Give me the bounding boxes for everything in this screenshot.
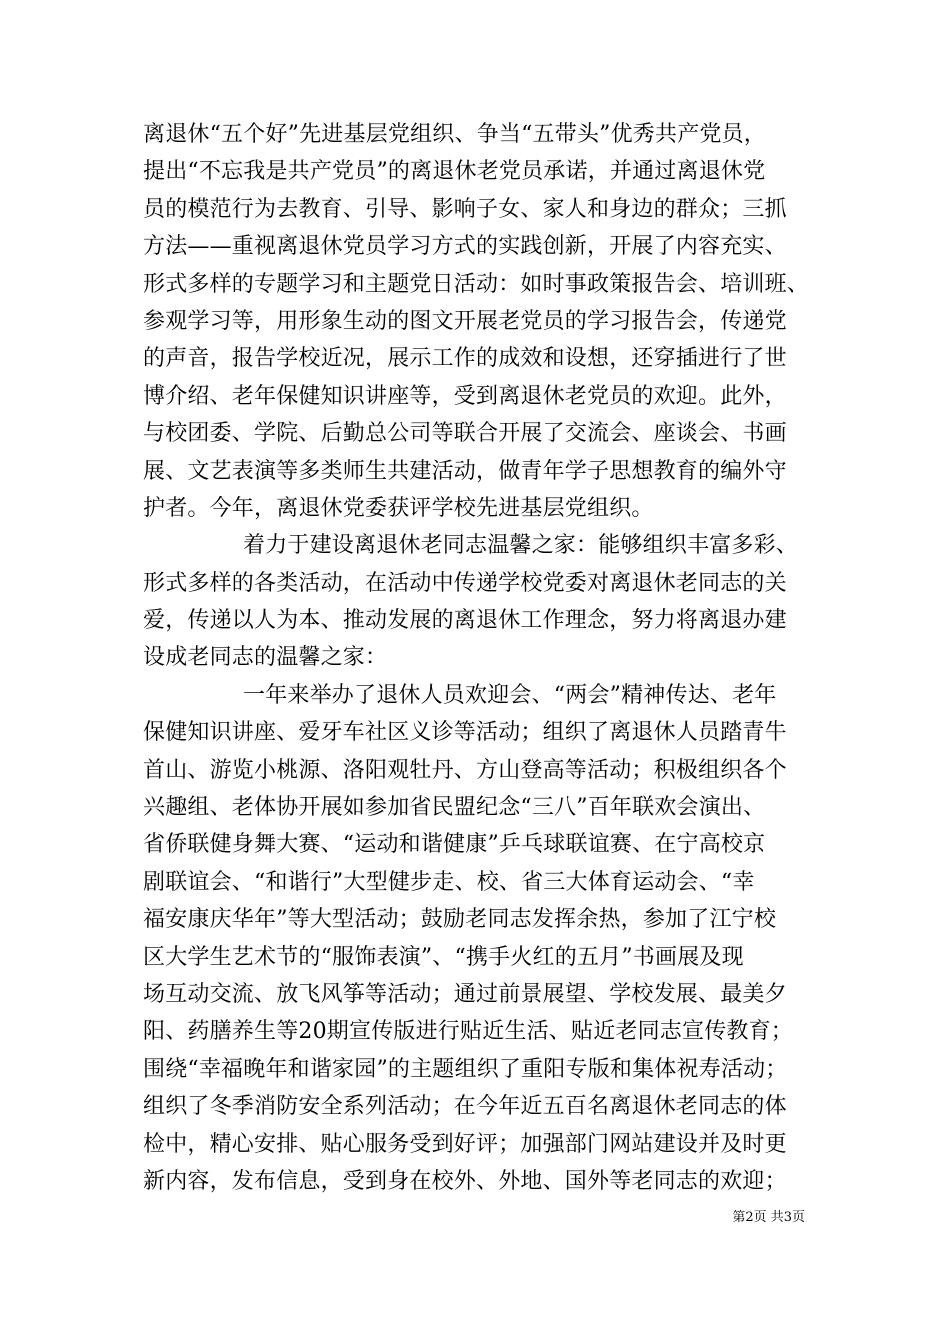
text-line: 保健知识讲座、爱牙车社区义诊等活动；组织了离退休人员踏青牛 bbox=[143, 720, 787, 746]
paragraph-3 bbox=[143, 677, 823, 1200]
text-line: 员的模范行为去教育、引导、影响子女、家人和身边的群众；三抓 bbox=[143, 196, 787, 222]
text-line: 展、文艺表演等多类师生共建活动，做青年学子思想教育的编外守 bbox=[143, 458, 787, 484]
text-line: 提出“不忘我是共产党员”的离退休老党员承诺，并通过离退休党 bbox=[143, 159, 766, 185]
text-line: 检中，精心安排、贴心服务受到好评；加强部门网站建设并及时更 bbox=[143, 1131, 787, 1157]
text-line: 兴趣组、老体协开展如参加省民盟纪念“三八”百年联欢会演出、 bbox=[143, 795, 766, 821]
text-line: 博介绍、老年保健知识讲座等，受到离退休老党员的欢迎。此外， bbox=[143, 383, 787, 409]
text-line: 组织了冬季消防安全系列活动；在今年近五百名离退休老同志的体 bbox=[143, 1094, 787, 1120]
text-line: 方法——重视离退休党员学习方式的实践创新，开展了内容充实、 bbox=[143, 234, 787, 260]
text-line: 的声音，报告学校近况，展示工作的成效和设想，还穿插进行了世 bbox=[143, 346, 787, 372]
text-line: 着力于建设离退休老同志温馨之家：能够组织丰富多彩、 bbox=[243, 533, 799, 559]
text-line: 参观学习等，用形象生动的图文开展老党员的学习报告会，传递党 bbox=[143, 308, 787, 334]
text-line: 省侨联健身舞大赛、“运动和谐健康”乒乓球联谊赛、在宁高校京 bbox=[143, 832, 766, 858]
text-line: 新内容，发布信息，受到身在校外、外地、国外等老同志的欢迎； bbox=[143, 1168, 787, 1194]
text-line: 护者。今年，离退休党委获评学校先进基层党组织。 bbox=[143, 495, 654, 521]
text-line: 离退休“五个好”先进基层党组织、争当“五带头”优秀共产党员， bbox=[143, 122, 766, 147]
text-line: 场互动交流、放飞风筝等活动；通过前景展望、学校发展、最美夕 bbox=[143, 981, 787, 1007]
text-line: 福安康庆华年”等大型活动；鼓励老同志发挥余热，参加了江宁校 bbox=[143, 907, 777, 933]
text-line: 与校团委、学院、后勤总公司等联合开展了交流会、座谈会、书画 bbox=[143, 421, 787, 447]
text-line: 形式多样的各类活动，在活动中传递学校党委对离退休老同志的关 bbox=[143, 570, 787, 596]
text-line: 阳、药膳养生等20期宣传版进行贴近生活、贴近老同志宣传教育； bbox=[143, 1019, 793, 1045]
text-line: 首山、游览小桃源、洛阳观牡丹、方山登高等活动；积极组织各个 bbox=[143, 757, 787, 783]
text-line: 一年来举办了退休人员欢迎会、“两会”精神传达、老年 bbox=[243, 682, 777, 708]
text-line: 形式多样的专题学习和主题党日活动：如时事政策报告会、培训班、 bbox=[143, 271, 810, 297]
paragraph-2 bbox=[143, 527, 823, 677]
paragraph-1 bbox=[143, 116, 823, 527]
text-line: 爱，传递以人为本、推动发展的离退休工作理念，努力将离退办建 bbox=[143, 608, 787, 634]
text-line: 区大学生艺术节的“服饰表演”、“携手火红的五月”书画展及现 bbox=[143, 944, 744, 970]
document-body bbox=[143, 116, 823, 1200]
page-number-footer: 第2页 共3页 bbox=[732, 1210, 805, 1225]
text-line: 围绕“幸福晚年和谐家园”的主题组织了重阳专版和集体祝寿活动； bbox=[143, 1056, 788, 1082]
text-line: 设成老同志的温馨之家： bbox=[143, 645, 388, 671]
text-line: 剧联谊会、“和谐行”大型健步走、校、省三大体育运动会、“幸 bbox=[143, 869, 755, 895]
